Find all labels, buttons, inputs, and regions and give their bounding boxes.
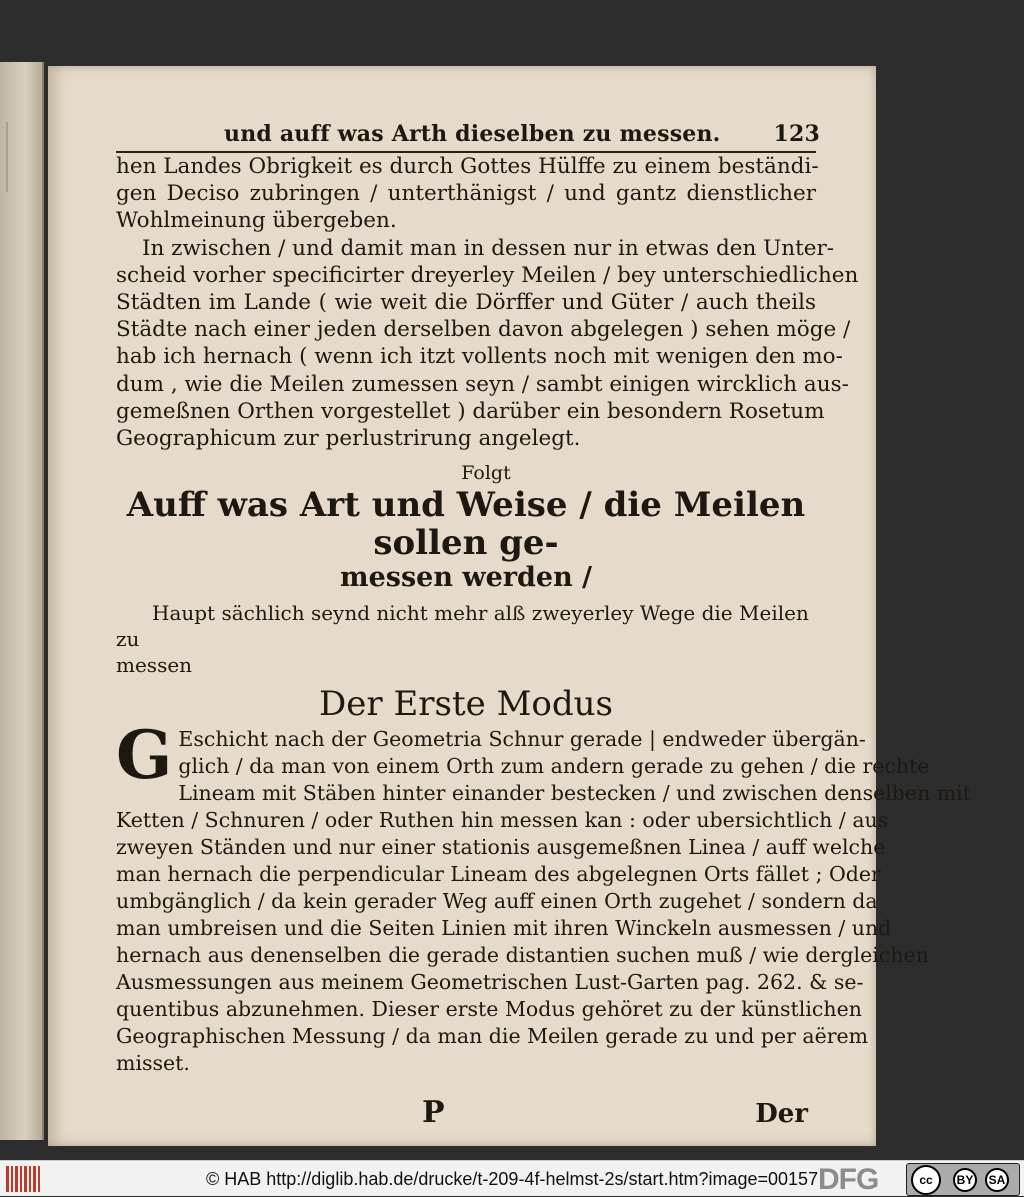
text-line: glich / da man von einem Orth zum andern gerade zu gehen / die rechte bbox=[178, 754, 930, 779]
text-line: scheid vorher specificirter dreyerley Meilen / bey unterschiedlichen bbox=[116, 262, 859, 288]
text-line: Geographicum zur perlustrirung angelegt. bbox=[116, 426, 581, 452]
section-heading bbox=[116, 486, 816, 594]
footer-bar bbox=[0, 1160, 1024, 1196]
signature-mark: P bbox=[422, 1095, 445, 1131]
body-text bbox=[116, 153, 859, 452]
text-line: umbgänglich / da kein gerader Weg auff einen Orth zugehet / sondern da bbox=[116, 889, 878, 914]
facing-page-mark bbox=[6, 122, 30, 192]
copyright-link[interactable]: © HAB http://diglib.hab.de/drucke/t-209-4f-helmst-2s/start.htm?image=00157 bbox=[206, 1169, 819, 1189]
text-line: Wohlmeinung übergeben. bbox=[116, 208, 397, 234]
section-heading-line-2: messen werden / bbox=[340, 562, 592, 594]
modus-paragraph bbox=[116, 716, 972, 1077]
section-heading-line-1: Auff was Art und Weise / die Meilen sollen ge- bbox=[126, 485, 806, 564]
facing-page-edge bbox=[0, 62, 44, 1140]
page-content bbox=[116, 121, 972, 1145]
cc-license-badge[interactable] bbox=[906, 1163, 1020, 1196]
text-line: Lineam mit Stäben hinter einander bestecken / und zwischen denselben mit bbox=[178, 781, 972, 806]
subtitle-line-2: messen bbox=[116, 653, 193, 678]
section-subtitle bbox=[116, 600, 816, 678]
catchword: Der bbox=[755, 1099, 808, 1130]
text-line: misset. bbox=[116, 1051, 190, 1076]
text-line: In zwischen / und damit man in dessen nur in etwas den Unter- bbox=[142, 235, 835, 261]
text-line: man umbreisen und die Seiten Linien mit ihren Winckeln ausmessen / und bbox=[116, 916, 892, 941]
attribution-icon: BY bbox=[953, 1168, 977, 1192]
cc-icon: cc bbox=[911, 1165, 941, 1195]
text-line: Städten im Lande ( wie weit die Dörffer und Güter / auch theils bbox=[116, 290, 816, 316]
paragraph-2 bbox=[116, 235, 859, 453]
text-line: Ketten / Schnuren / oder Ruthen hin messen kan : oder ubersichtlich / aus bbox=[116, 808, 889, 833]
paragraph-1 bbox=[116, 153, 819, 235]
text-line: quentibus abzunehmen. Dieser erste Modus gehöret zu der künstlichen bbox=[116, 997, 862, 1022]
text-line: hab ich hernach ( wenn ich itzt vollents noch mit wenigen den mo- bbox=[116, 344, 843, 370]
dfg-logo[interactable]: DFG bbox=[818, 1163, 879, 1196]
text-line: zweyen Ständen und nur einer stationis ausgemeßnen Linea / auff welche bbox=[116, 835, 886, 860]
text-line: Geographischen Messung / da man die Meilen gerade zu und per aërem bbox=[116, 1024, 869, 1049]
text-line: man hernach die perpendicular Lineam des abgelegnen Orts fället ; Oder bbox=[116, 862, 881, 887]
subtitle-line-1: Haupt sächlich seynd nicht mehr alß zweyerley Wege die Meilen zu bbox=[116, 601, 809, 652]
text-line: Städte nach einer jeden derselben davon abgelegen ) sehen möge / bbox=[116, 317, 851, 343]
running-head bbox=[116, 121, 820, 153]
share-alike-icon: SA bbox=[985, 1168, 1009, 1192]
book-page bbox=[48, 66, 972, 1146]
text-line: dum , wie die Meilen zumessen seyn / sambt einigen wircklich aus- bbox=[116, 371, 849, 397]
page-number: 123 bbox=[773, 121, 820, 147]
text-line: Eschicht nach der Geometria Schnur gerade | endweder übergän- bbox=[178, 727, 866, 752]
text-line: hen Landes Obrigkeit es durch Gottes Hülffe zu einem beständi- bbox=[116, 154, 819, 179]
text-line: hernach aus denenselben die gerade distantien suchen muß / wie dergleichen bbox=[116, 943, 929, 968]
drop-cap: G bbox=[116, 716, 173, 795]
modus-heading: Der Erste Modus bbox=[319, 684, 613, 725]
library-barcode-icon bbox=[6, 1166, 44, 1192]
text-line: Ausmessungen aus meinem Geometrischen Lust-Garten pag. 262. & se- bbox=[116, 970, 864, 995]
folgt-label: Folgt bbox=[461, 462, 511, 485]
running-head-title: und auff was Arth dieselben zu messen. bbox=[224, 121, 721, 147]
page-foot bbox=[116, 1095, 816, 1145]
text-line: gen Deciso zubringen / unterthänigst / und gantz dienstlicher bbox=[116, 181, 816, 207]
text-line: gemeßnen Orthen vorgestellet ) darüber ein besondern Rosetum bbox=[116, 398, 825, 424]
